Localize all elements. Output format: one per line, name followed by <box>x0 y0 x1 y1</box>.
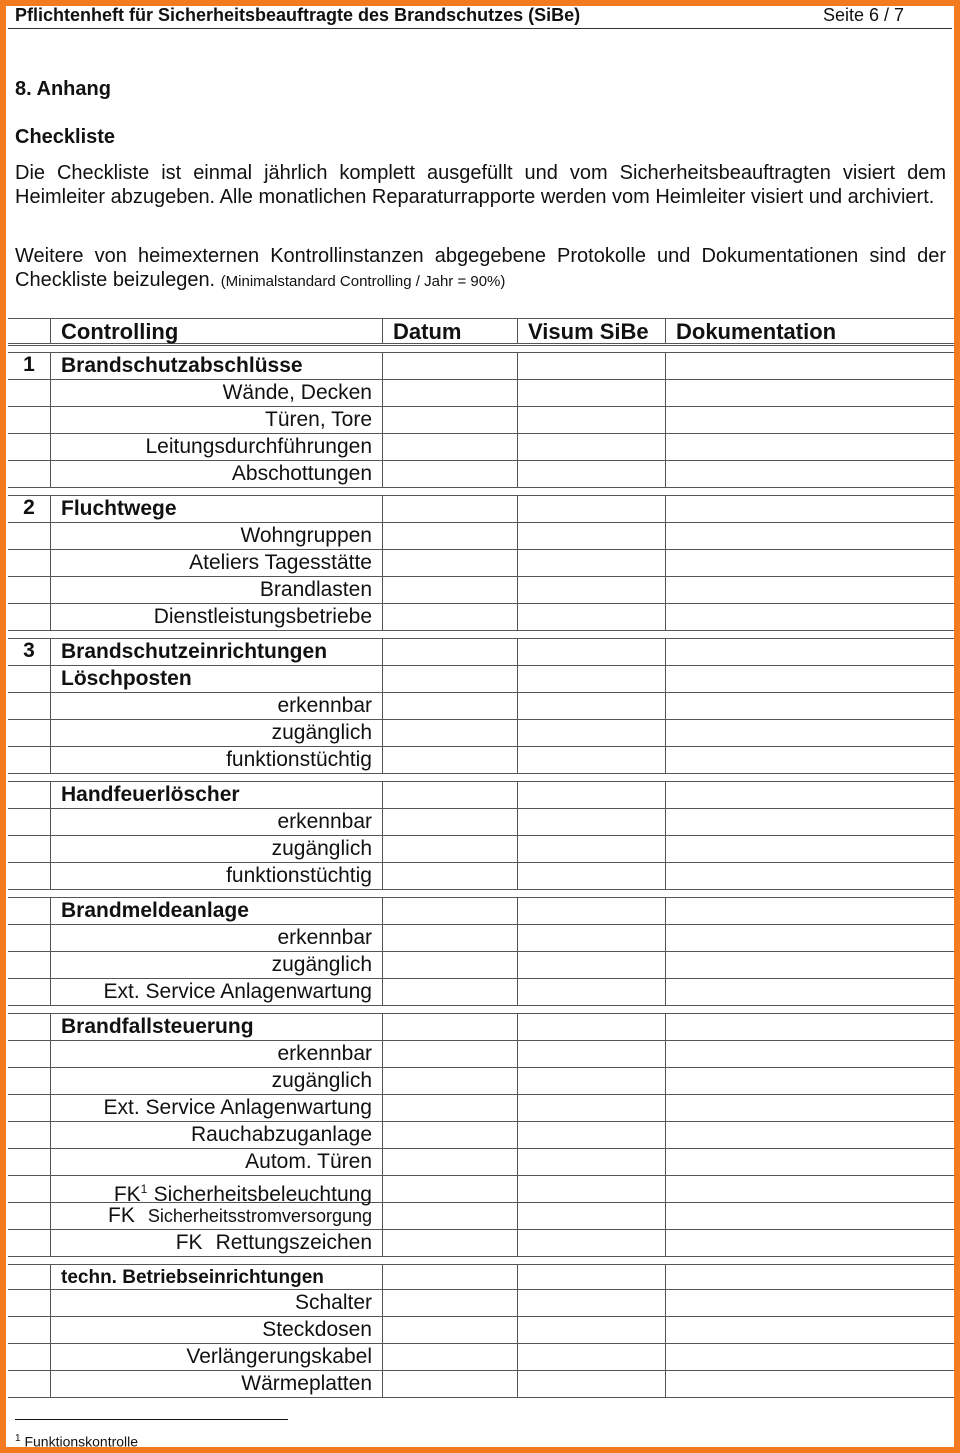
intro-paragraph: Die Checkliste ist einmal jährlich komplett ausgefüllt und vom Sicherheitsbeauftragten visiert dem Heimleiter abzugeben. Alle monatlichen Reparaturrapporte werden vom Heimleiter visiert und archiviert. <box>15 162 946 208</box>
datum-cell[interactable] <box>382 1014 517 1040</box>
document-header-title: Pflichtenheft für Sicherheitsbeauftragte des Brandschutzes (SiBe) <box>15 5 581 25</box>
checklist-item: Schalter <box>50 1290 382 1316</box>
datum-cell[interactable] <box>382 434 517 460</box>
visum-cell[interactable] <box>517 1095 665 1121</box>
dokumentation-cell[interactable] <box>665 353 954 379</box>
checklist-item: funktionstüchtig <box>50 863 382 889</box>
dokumentation-cell[interactable] <box>665 407 954 433</box>
visum-cell[interactable] <box>517 1344 665 1370</box>
table-row <box>8 1264 954 1290</box>
datum-cell[interactable] <box>382 979 517 1005</box>
section-heading: 8. Anhang <box>15 78 111 100</box>
checklist-item: zugänglich <box>50 1068 382 1094</box>
visum-cell[interactable] <box>517 604 665 630</box>
visum-cell[interactable] <box>517 1068 665 1094</box>
col-dokumentation: Dokumentation <box>665 319 954 343</box>
checklist-heading: Checkliste <box>15 126 116 148</box>
footnote-rule <box>15 1419 288 1420</box>
dokumentation-cell[interactable] <box>665 1149 954 1175</box>
fk-prefix: FK <box>108 1204 135 1227</box>
datum-cell[interactable] <box>382 836 517 862</box>
dokumentation-cell[interactable] <box>665 1265 954 1289</box>
dokumentation-cell[interactable] <box>665 604 954 630</box>
datum-cell[interactable] <box>382 666 517 692</box>
dokumentation-cell[interactable] <box>665 952 954 978</box>
datum-cell[interactable] <box>382 1317 517 1343</box>
checklist-item: Steckdosen <box>50 1317 382 1343</box>
group-number: 2 <box>23 496 35 519</box>
datum-cell[interactable] <box>382 693 517 719</box>
table-row <box>8 604 954 631</box>
dokumentation-cell[interactable] <box>665 380 954 406</box>
table-row <box>8 1344 954 1371</box>
table-row <box>8 1176 954 1206</box>
checklist-item: erkennbar <box>50 1041 382 1067</box>
visum-cell[interactable] <box>517 461 665 487</box>
visum-cell[interactable] <box>517 1014 665 1040</box>
table-row <box>8 809 954 836</box>
checklist-item: Türen, Tore <box>50 407 382 433</box>
checklist-item: Leitungsdurchführungen <box>50 434 382 460</box>
table-row <box>8 1149 954 1176</box>
visum-cell[interactable] <box>517 693 665 719</box>
dokumentation-cell[interactable] <box>665 523 954 549</box>
datum-cell[interactable] <box>382 639 517 665</box>
visum-cell[interactable] <box>517 1317 665 1343</box>
subgroup-title: techn. Betriebseinrichtungen <box>50 1265 382 1289</box>
visum-cell[interactable] <box>517 720 665 746</box>
minimum-standard-note: (Minimalstandard Controlling / Jahr = 90%) <box>220 273 506 290</box>
datum-cell[interactable] <box>382 577 517 603</box>
table-row <box>8 720 954 747</box>
datum-cell[interactable] <box>382 1041 517 1067</box>
table-row <box>8 1068 954 1095</box>
visum-cell[interactable] <box>517 1230 665 1256</box>
table-row <box>8 952 954 979</box>
datum-cell[interactable] <box>382 1068 517 1094</box>
dokumentation-cell[interactable] <box>665 1095 954 1121</box>
table-row <box>8 523 954 550</box>
table-row <box>8 1290 954 1317</box>
visum-cell[interactable] <box>517 1265 665 1289</box>
dokumentation-cell[interactable] <box>665 925 954 951</box>
table-row <box>8 666 954 693</box>
visum-cell[interactable] <box>517 550 665 576</box>
table-row <box>8 550 954 577</box>
datum-cell[interactable] <box>382 1176 517 1202</box>
visum-cell[interactable] <box>517 1176 665 1202</box>
visum-cell[interactable] <box>517 747 665 773</box>
table-row <box>8 693 954 720</box>
dokumentation-cell[interactable] <box>665 1203 954 1229</box>
group-title: Brandschutzabschlüsse <box>50 353 382 379</box>
checklist-item: Verlängerungskabel <box>50 1344 382 1370</box>
checklist-item: erkennbar <box>50 693 382 719</box>
dokumentation-cell[interactable] <box>665 496 954 522</box>
visum-cell[interactable] <box>517 666 665 692</box>
dokumentation-cell[interactable] <box>665 1176 954 1202</box>
footnote-marker: 1 <box>140 1182 148 1196</box>
table-row <box>8 1013 954 1041</box>
datum-cell[interactable] <box>382 604 517 630</box>
table-row <box>8 461 954 488</box>
datum-cell[interactable] <box>382 782 517 808</box>
checklist-item: Ext. Service Anlagenwartung <box>50 979 382 1005</box>
datum-cell[interactable] <box>382 1371 517 1397</box>
visum-cell[interactable] <box>517 782 665 808</box>
visum-cell[interactable] <box>517 353 665 379</box>
group-number: 1 <box>23 353 35 376</box>
checklist-item: funktionstüchtig <box>50 747 382 773</box>
datum-cell[interactable] <box>382 1265 517 1289</box>
dokumentation-cell[interactable] <box>665 809 954 835</box>
datum-cell[interactable] <box>382 550 517 576</box>
table-row <box>8 407 954 434</box>
group-title: Fluchtwege <box>50 496 382 522</box>
visum-cell[interactable] <box>517 1149 665 1175</box>
table-row <box>8 897 954 925</box>
checklist-table <box>8 318 954 1398</box>
datum-cell[interactable] <box>382 720 517 746</box>
group-number: 3 <box>23 639 35 662</box>
table-row <box>8 434 954 461</box>
dokumentation-cell[interactable] <box>665 720 954 746</box>
checklist-item: Dienstleistungsbetriebe <box>50 604 382 630</box>
visum-cell[interactable] <box>517 407 665 433</box>
table-row <box>8 352 954 380</box>
datum-cell[interactable] <box>382 407 517 433</box>
visum-cell[interactable] <box>517 1203 665 1229</box>
fk-prefix: $FK^1$ <box>113 1182 148 1206</box>
visum-cell[interactable] <box>517 380 665 406</box>
datum-cell[interactable] <box>382 809 517 835</box>
datum-cell[interactable] <box>382 747 517 773</box>
checklist-item: erkennbar <box>50 925 382 951</box>
visum-cell[interactable] <box>517 952 665 978</box>
dokumentation-cell[interactable] <box>665 836 954 862</box>
visum-cell[interactable] <box>517 836 665 862</box>
table-row <box>8 1371 954 1398</box>
visum-cell[interactable] <box>517 979 665 1005</box>
dokumentation-cell[interactable] <box>665 1230 954 1256</box>
checklist-item: zugänglich <box>50 836 382 862</box>
visum-cell[interactable] <box>517 434 665 460</box>
subgroup-title: Handfeuerlöscher <box>50 782 382 808</box>
datum-cell[interactable] <box>382 496 517 522</box>
checklist-item: Ateliers Tagesstätte <box>50 550 382 576</box>
checklist-item: FK Rettungszeichen <box>50 1230 382 1256</box>
visum-cell[interactable] <box>517 1371 665 1397</box>
dokumentation-cell[interactable] <box>665 434 954 460</box>
datum-cell[interactable] <box>382 1095 517 1121</box>
visum-cell[interactable] <box>517 1290 665 1316</box>
datum-cell[interactable] <box>382 898 517 924</box>
datum-cell[interactable] <box>382 380 517 406</box>
table-row <box>8 979 954 1006</box>
datum-cell[interactable] <box>382 353 517 379</box>
table-row <box>8 863 954 890</box>
datum-cell[interactable] <box>382 1290 517 1316</box>
checklist-item: Rauchabzuganlage <box>50 1122 382 1148</box>
visum-cell[interactable] <box>517 577 665 603</box>
dokumentation-cell[interactable] <box>665 979 954 1005</box>
table-row <box>8 1041 954 1068</box>
subgroup-title: Brandmeldeanlage <box>50 898 382 924</box>
checklist-item: $FK^1$ Sicherheitsbeleuchtung <box>50 1176 382 1202</box>
dokumentation-cell[interactable] <box>665 639 954 665</box>
checklist-item: erkennbar <box>50 809 382 835</box>
checklist-item: Ext. Service Anlagenwartung <box>50 1095 382 1121</box>
subgroup-title: Löschposten <box>50 666 382 692</box>
dokumentation-cell[interactable] <box>665 1290 954 1316</box>
table-row <box>8 638 954 666</box>
checklist-item: FK Sicherheitsstromversorgung <box>50 1203 382 1229</box>
dokumentation-cell[interactable] <box>665 693 954 719</box>
page-number: Seite 6 / 7 <box>823 5 905 25</box>
table-row <box>8 380 954 407</box>
table-row <box>8 1122 954 1149</box>
table-row <box>8 1230 954 1257</box>
visum-cell[interactable] <box>517 496 665 522</box>
dokumentation-cell[interactable] <box>665 550 954 576</box>
dokumentation-cell[interactable] <box>665 782 954 808</box>
dokumentation-cell[interactable] <box>665 863 954 889</box>
dokumentation-cell[interactable] <box>665 666 954 692</box>
footnote-text: Funktionskontrolle <box>24 1433 139 1450</box>
table-header-row <box>8 318 954 346</box>
col-visum-sibe: Visum SiBe <box>517 319 665 343</box>
datum-cell[interactable] <box>382 1122 517 1148</box>
col-datum: Datum <box>382 319 517 343</box>
table-row <box>8 577 954 604</box>
checklist-item: Wände, Decken <box>50 380 382 406</box>
checklist-item: Abschottungen <box>50 461 382 487</box>
attachments-text: Weitere von heimexternen Kontrollinstanzen abgegebene Protokolle und Dokumentationen sind der Checkliste beizulegen. <box>15 245 946 291</box>
visum-cell[interactable] <box>517 1041 665 1067</box>
checklist-item: Wärmeplatten <box>50 1371 382 1397</box>
header-rule <box>8 28 952 29</box>
table-row <box>8 1203 954 1230</box>
datum-cell[interactable] <box>382 1149 517 1175</box>
datum-cell[interactable] <box>382 863 517 889</box>
visum-cell[interactable] <box>517 1122 665 1148</box>
dokumentation-cell[interactable] <box>665 1122 954 1148</box>
table-row <box>8 1095 954 1122</box>
checklist-item: Brandlasten <box>50 577 382 603</box>
group-title: Brandschutzeinrichtungen <box>50 639 382 665</box>
dokumentation-cell[interactable] <box>665 1344 954 1370</box>
footnote-number: 1 <box>15 1433 21 1444</box>
visum-cell[interactable] <box>517 925 665 951</box>
dokumentation-cell[interactable] <box>665 1317 954 1343</box>
visum-cell[interactable] <box>517 639 665 665</box>
datum-cell[interactable] <box>382 1203 517 1229</box>
datum-cell[interactable] <box>382 523 517 549</box>
checklist-item: zugänglich <box>50 720 382 746</box>
col-controlling: Controlling <box>50 319 382 343</box>
table-row <box>8 747 954 774</box>
visum-cell[interactable] <box>517 898 665 924</box>
checklist-item: Autom. Türen <box>50 1149 382 1175</box>
dokumentation-cell[interactable] <box>665 747 954 773</box>
checklist-item: zugänglich <box>50 952 382 978</box>
datum-cell[interactable] <box>382 925 517 951</box>
table-row <box>8 1317 954 1344</box>
dokumentation-cell[interactable] <box>665 1014 954 1040</box>
checklist-item: Wohngruppen <box>50 523 382 549</box>
visum-cell[interactable] <box>517 863 665 889</box>
dokumentation-cell[interactable] <box>665 1371 954 1397</box>
table-row <box>8 836 954 863</box>
dokumentation-cell[interactable] <box>665 1068 954 1094</box>
datum-cell[interactable] <box>382 461 517 487</box>
table-row <box>8 495 954 523</box>
attachments-paragraph <box>15 244 946 294</box>
subgroup-title: Brandfallsteuerung <box>50 1014 382 1040</box>
visum-cell[interactable] <box>517 809 665 835</box>
visum-cell[interactable] <box>517 523 665 549</box>
dokumentation-cell[interactable] <box>665 577 954 603</box>
datum-cell[interactable] <box>382 1344 517 1370</box>
table-row <box>8 925 954 952</box>
datum-cell[interactable] <box>382 1230 517 1256</box>
table-row <box>8 781 954 809</box>
dokumentation-cell[interactable] <box>665 1041 954 1067</box>
datum-cell[interactable] <box>382 952 517 978</box>
fk-prefix: FK <box>175 1231 203 1254</box>
dokumentation-cell[interactable] <box>665 461 954 487</box>
dokumentation-cell[interactable] <box>665 898 954 924</box>
footnote <box>15 1433 138 1450</box>
